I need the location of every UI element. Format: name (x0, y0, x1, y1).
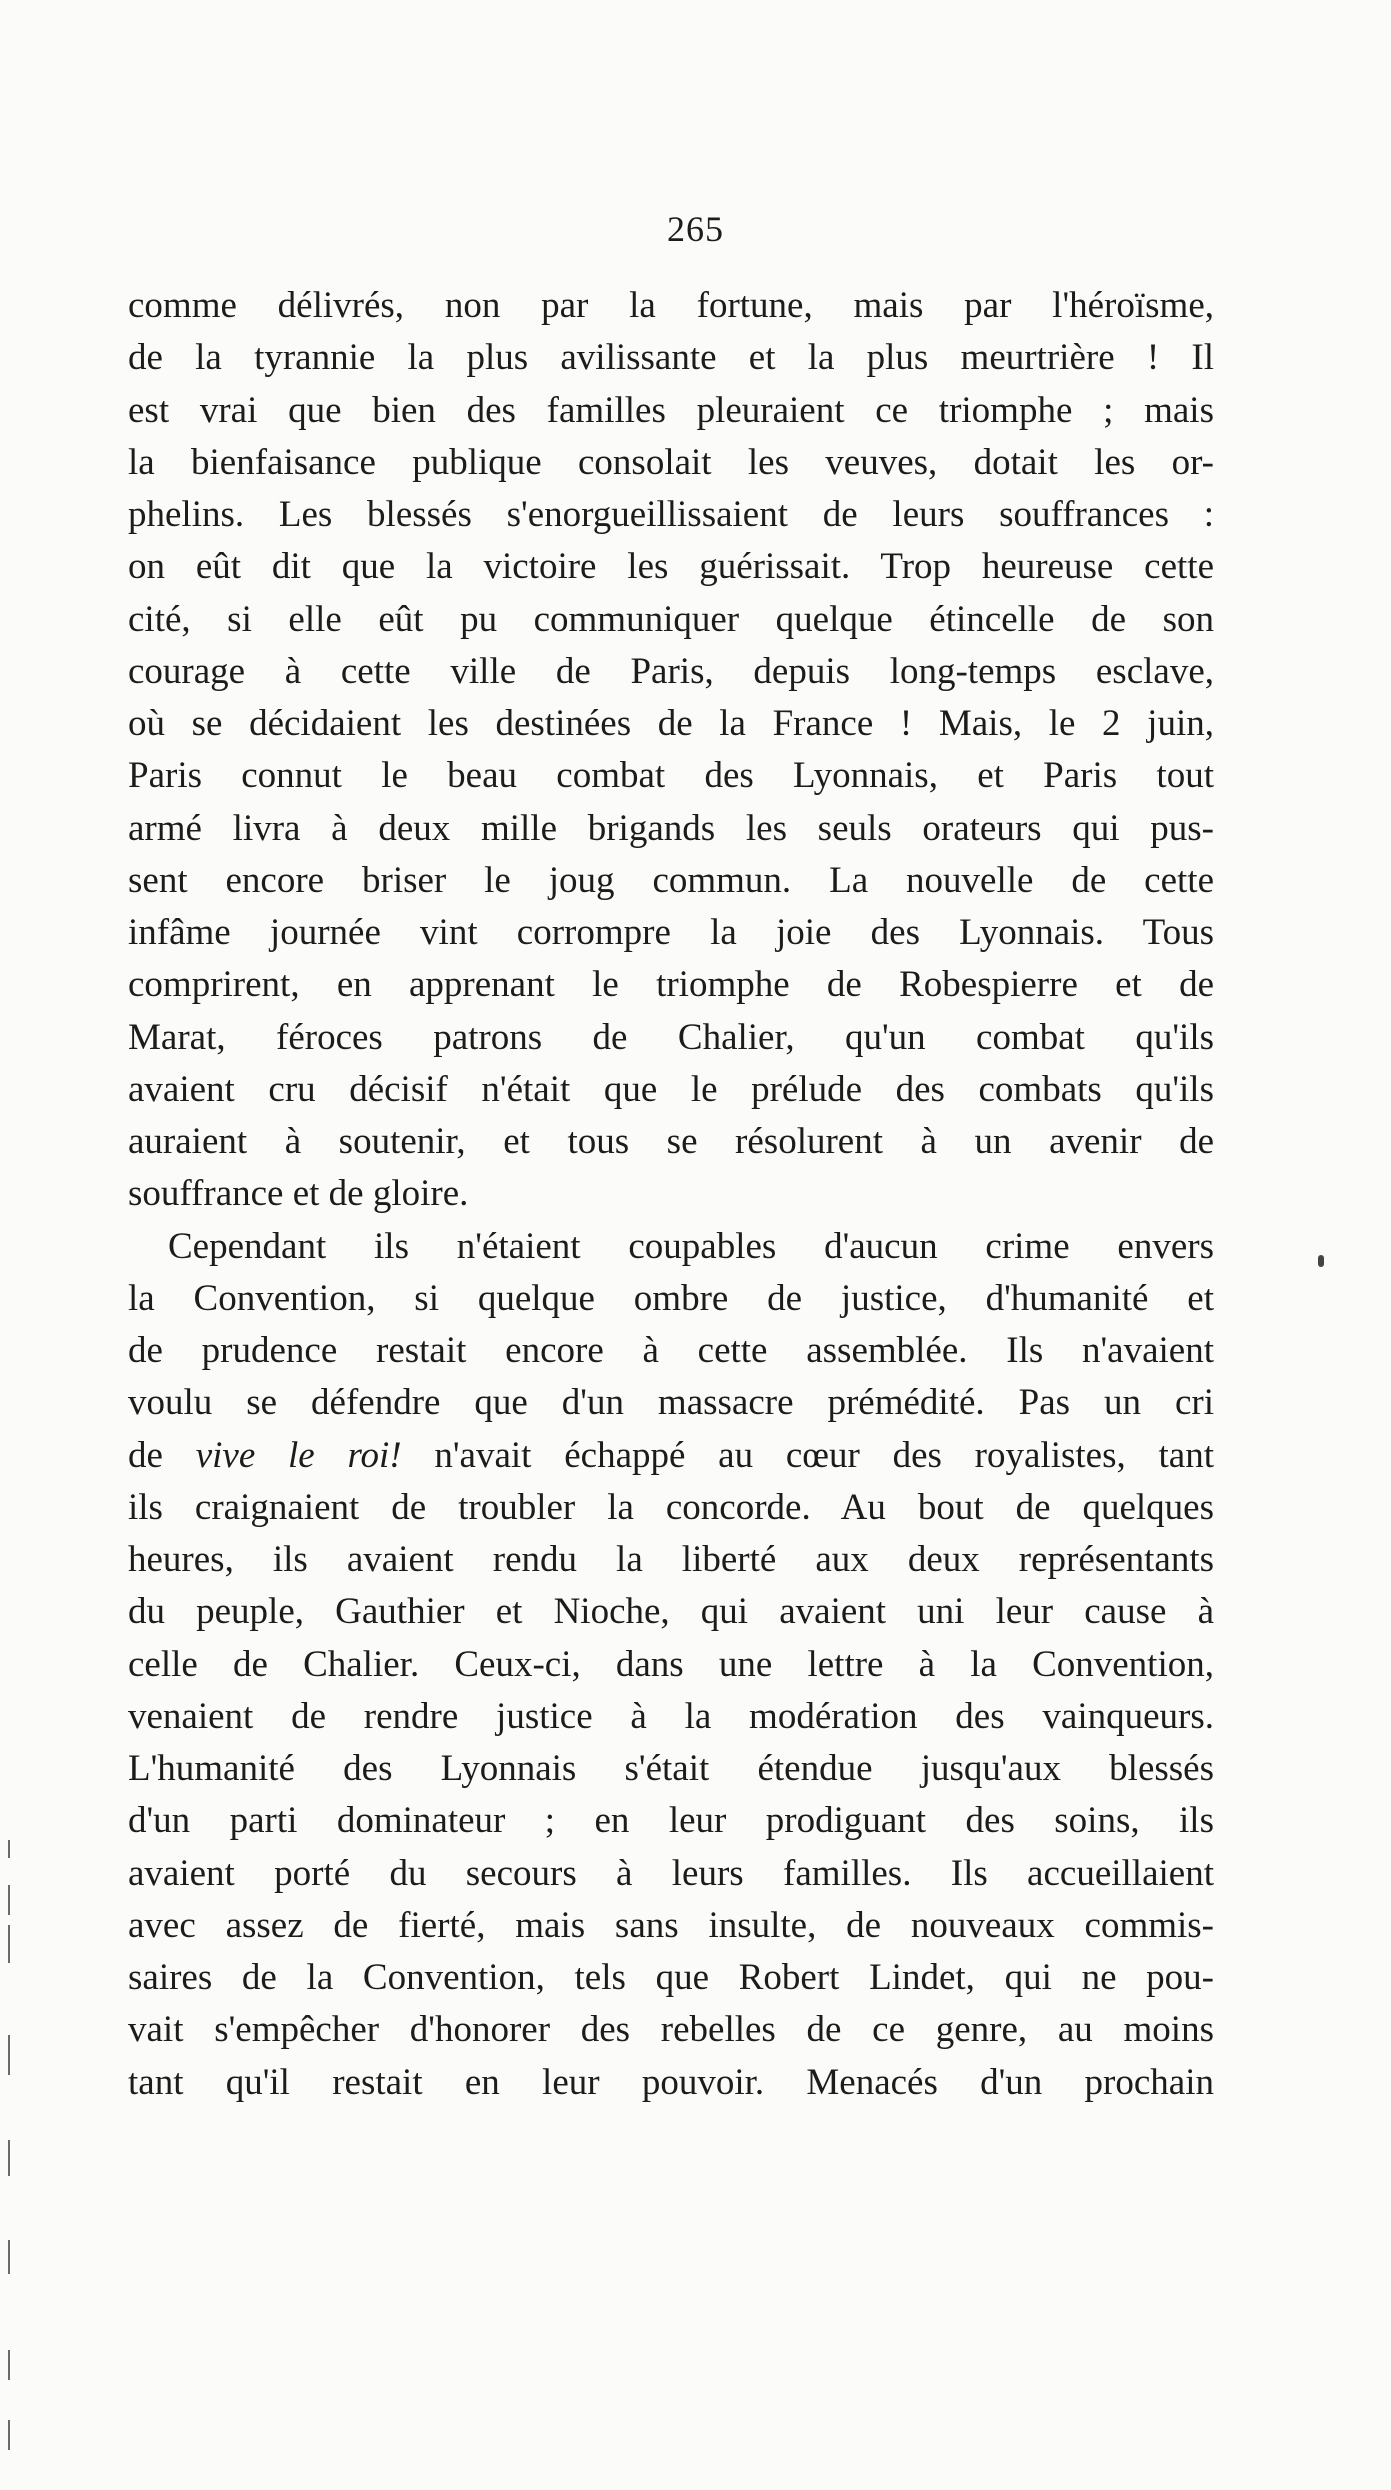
text-line: on eût dit que la victoire les guérissait. Trop heureuse cette (128, 546, 1214, 588)
text-line: Paris connut le beau combat des Lyonnais, et Paris tout (128, 755, 1214, 797)
text-line: L'humanité des Lyonnais s'était étendue jusqu'aux blessés (128, 1748, 1214, 1789)
text-line: comme délivrés, non par la fortune, mais par l'héroïsme, (128, 285, 1214, 326)
text-line: infâme journée vint corrompre la joie des Lyonnais. Tous (128, 912, 1214, 953)
text-line: est vrai que bien des familles pleuraient ce triomphe ; mais (128, 389, 1214, 431)
text-line: phelins. Les blessés s'enorgueillissaient de leurs souffrances : (128, 494, 1214, 535)
text-line: la bienfaisance publique consolait les veuves, dotait les or- (128, 441, 1214, 483)
text-line: avaient cru décisif n'était que le prélude des combats qu'ils (128, 1068, 1214, 1110)
scan-edge-mark (8, 2140, 10, 2176)
text-line: auraient à soutenir, et tous se résolurent à un avenir de (128, 1121, 1214, 1162)
scan-edge-mark (8, 2420, 10, 2450)
scan-edge-mark (8, 2035, 10, 2075)
scan-edge-mark (8, 1925, 10, 1963)
text-line: Cependant ils n'étaient coupables d'aucun crime envers (168, 1225, 1214, 1267)
text-line: armé livra à deux mille brigands les seuls orateurs qui pus- (128, 807, 1214, 849)
text-line: venaient de rendre justice à la modération des vainqueurs. (128, 1695, 1214, 1737)
text-line: la Convention, si quelque ombre de justice, d'humanité et (128, 1277, 1214, 1319)
text-line: vait s'empêcher d'honorer des rebelles de ce genre, au moins (128, 2009, 1214, 2051)
text-line: saires de la Convention, tels que Robert Lindet, qui ne pou- (128, 1957, 1214, 1998)
text-line: souffrance et de gloire. (128, 1173, 469, 1215)
text-line: sent encore briser le joug commun. La nouvelle de cette (128, 859, 1214, 901)
text-line: courage à cette ville de Paris, depuis long-temps esclave, (128, 650, 1214, 692)
text-line: celle de Chalier. Ceux-ci, dans une lettre à la Convention, (128, 1643, 1214, 1685)
text-segment: n'avait échappé au cœur des royalistes, tant (401, 1434, 1214, 1476)
text-line: cité, si elle eût pu communiquer quelque étincelle de son (128, 598, 1214, 640)
text-line: Marat, féroces patrons de Chalier, qu'un combat qu'ils (128, 1016, 1214, 1058)
text-line: avaient porté du secours à leurs familles. Ils accueillaient (128, 1852, 1214, 1894)
scan-edge-mark (8, 1840, 10, 1858)
text-line: voulu se défendre que d'un massacre prémédité. Pas un cri (128, 1382, 1214, 1424)
text-line-with-italic (128, 1430, 1214, 1482)
scan-edge-mark (8, 2240, 10, 2274)
italic-phrase: vive le roi! (195, 1434, 402, 1476)
text-line: d'un parti dominateur ; en leur prodiguant des soins, ils (128, 1800, 1214, 1842)
scan-dot-mark (1318, 1255, 1324, 1267)
text-line: ils craignaient de troubler la concorde. Au bout de quelques (128, 1486, 1214, 1528)
paragraph-1 (128, 280, 1214, 1221)
scan-edge-mark (8, 1885, 10, 1915)
text-line: heures, ils avaient rendu la liberté aux deux représentants (128, 1539, 1214, 1580)
text-line: de prudence restait encore à cette assemblée. Ils n'avaient (128, 1330, 1214, 1371)
page-number: 265 (667, 209, 724, 249)
paragraph-2 (128, 1221, 1214, 2109)
text-line: tant qu'il restait en leur pouvoir. Menacés d'un prochain (128, 2061, 1214, 2103)
text-line: où se décidaient les destinées de la France ! Mais, le 2 juin, (128, 703, 1214, 744)
text-line: avec assez de fierté, mais sans insulte, de nouveaux commis- (128, 1904, 1214, 1946)
text-line: de la tyrannie la plus avilissante et la plus meurtrière ! Il (128, 337, 1214, 379)
text-segment: de (128, 1434, 196, 1476)
page-body-text (128, 280, 1214, 2109)
text-line: comprirent, en apprenant le triomphe de Robespierre et de (128, 964, 1214, 1006)
scan-edge-mark (8, 2350, 10, 2380)
text-line: du peuple, Gauthier et Nioche, qui avaient uni leur cause à (128, 1591, 1214, 1633)
